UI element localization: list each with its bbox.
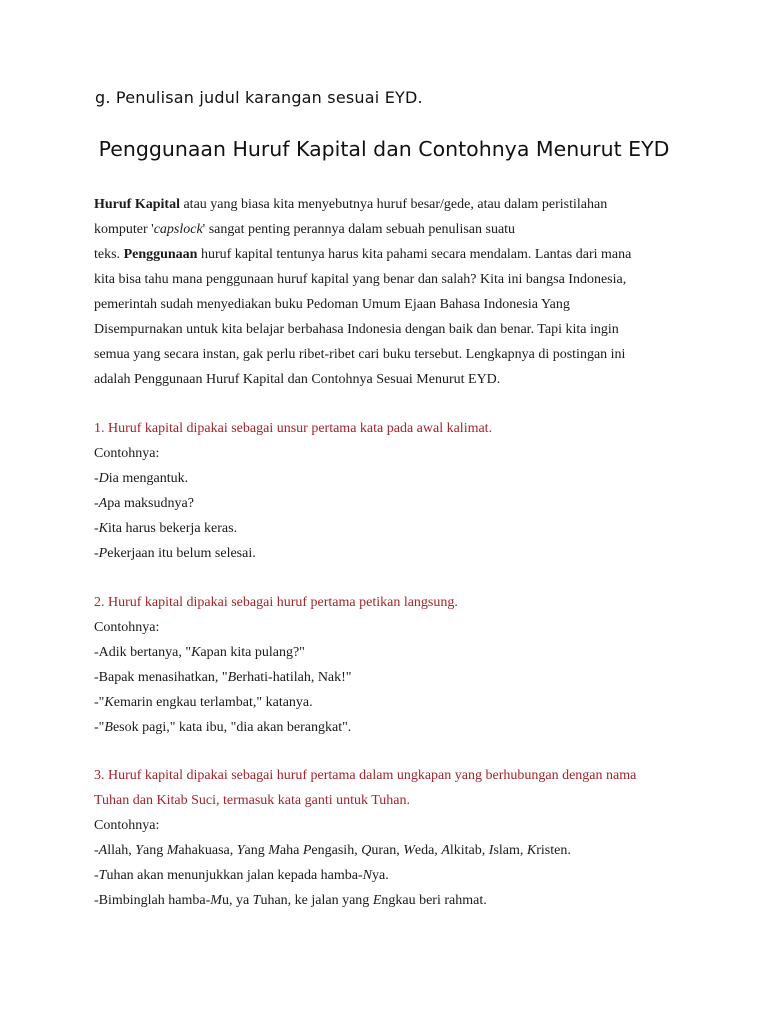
example-line: -Bimbinglah hamba-Mu, ya Tuhan, ke jalan yang Engkau beri rahmat. (94, 893, 487, 908)
example-line: -"Besok pagi," kata ibu, "dia akan berangkat". (94, 720, 352, 735)
example-line: -Allah, Yang Mahakuasa, Yang Maha Pengasih, Quran, Weda, Alkitab, Islam, Kristen. (94, 843, 571, 858)
example-line: -Bapak menasihatkan, "Berhati-hatilah, Nak!" (94, 670, 352, 685)
bold-term: Huruf Kapital (94, 197, 180, 212)
page-title: Penggunaan Huruf Kapital dan Contohnya Menurut EYD (98, 137, 670, 161)
rule-section-1 (94, 416, 694, 566)
rule-heading: 1. Huruf kapital dipakai sebagai unsur pertama kata pada awal kalimat. (94, 421, 493, 436)
intro-paragraph: Huruf Kapital atau yang biasa kita menyebutnya huruf besar/gede, atau dalam peristilahan komputer 'capslock' sangat penting perannya dalam sebuah penulisan suatu teks. Penggunaan huruf kapital tentunya harus kita pahami secara mendalam. Lantas dari mana kita bisa tahu mana penggunaan huruf kapital yang benar dan salah? Kita ini bangsa Indonesia, pemerintah sudah menyediakan buku Pedoman Umum Ejaan Bahasa Indonesia Yang Disempurnakan untuk kita belajar berbahasa Indonesia dengan baik dan benar. Tapi kita ingin semua yang secara instan, gak perlu ribet-ribet cari buku tersebut. Lengkapnya di postingan ini adalah Penggunaan Huruf Kapital dan Contohnya Sesuai Menurut EYD. (94, 197, 632, 387)
example-line: -"Kemarin engkau terlambat," katanya. (94, 695, 313, 710)
example-line: -Kita harus bekerja keras. (94, 521, 238, 536)
rule-heading: 3. Huruf kapital dipakai sebagai huruf pertama dalam ungkapan yang berhubungan dengan nama (94, 768, 637, 783)
section-subtitle: g. Penulisan judul karangan sesuai EYD. (95, 88, 423, 107)
example-line: -Tuhan akan menunjukkan jalan kepada hamba-Nya. (94, 868, 389, 883)
rule-section-3 (94, 763, 694, 913)
example-line: -Dia mengantuk. (94, 471, 189, 486)
examples-label: Contohnya: (94, 818, 160, 833)
example-line: -Pekerjaan itu belum selesai. (94, 546, 256, 561)
rule-heading-cont: Tuhan dan Kitab Suci, termasuk kata ganti untuk Tuhan. (94, 793, 411, 808)
bold-term: Penggunaan (123, 247, 198, 262)
italic-term: capslock (153, 222, 203, 237)
examples-label: Contohnya: (94, 446, 160, 461)
example-line: -Apa maksudnya? (94, 496, 194, 511)
example-line: -Adik bertanya, "Kapan kita pulang?" (94, 645, 305, 660)
examples-label: Contohnya: (94, 620, 160, 635)
rule-heading: 2. Huruf kapital dipakai sebagai huruf pertama petikan langsung. (94, 595, 458, 610)
rule-section-2 (94, 590, 694, 740)
